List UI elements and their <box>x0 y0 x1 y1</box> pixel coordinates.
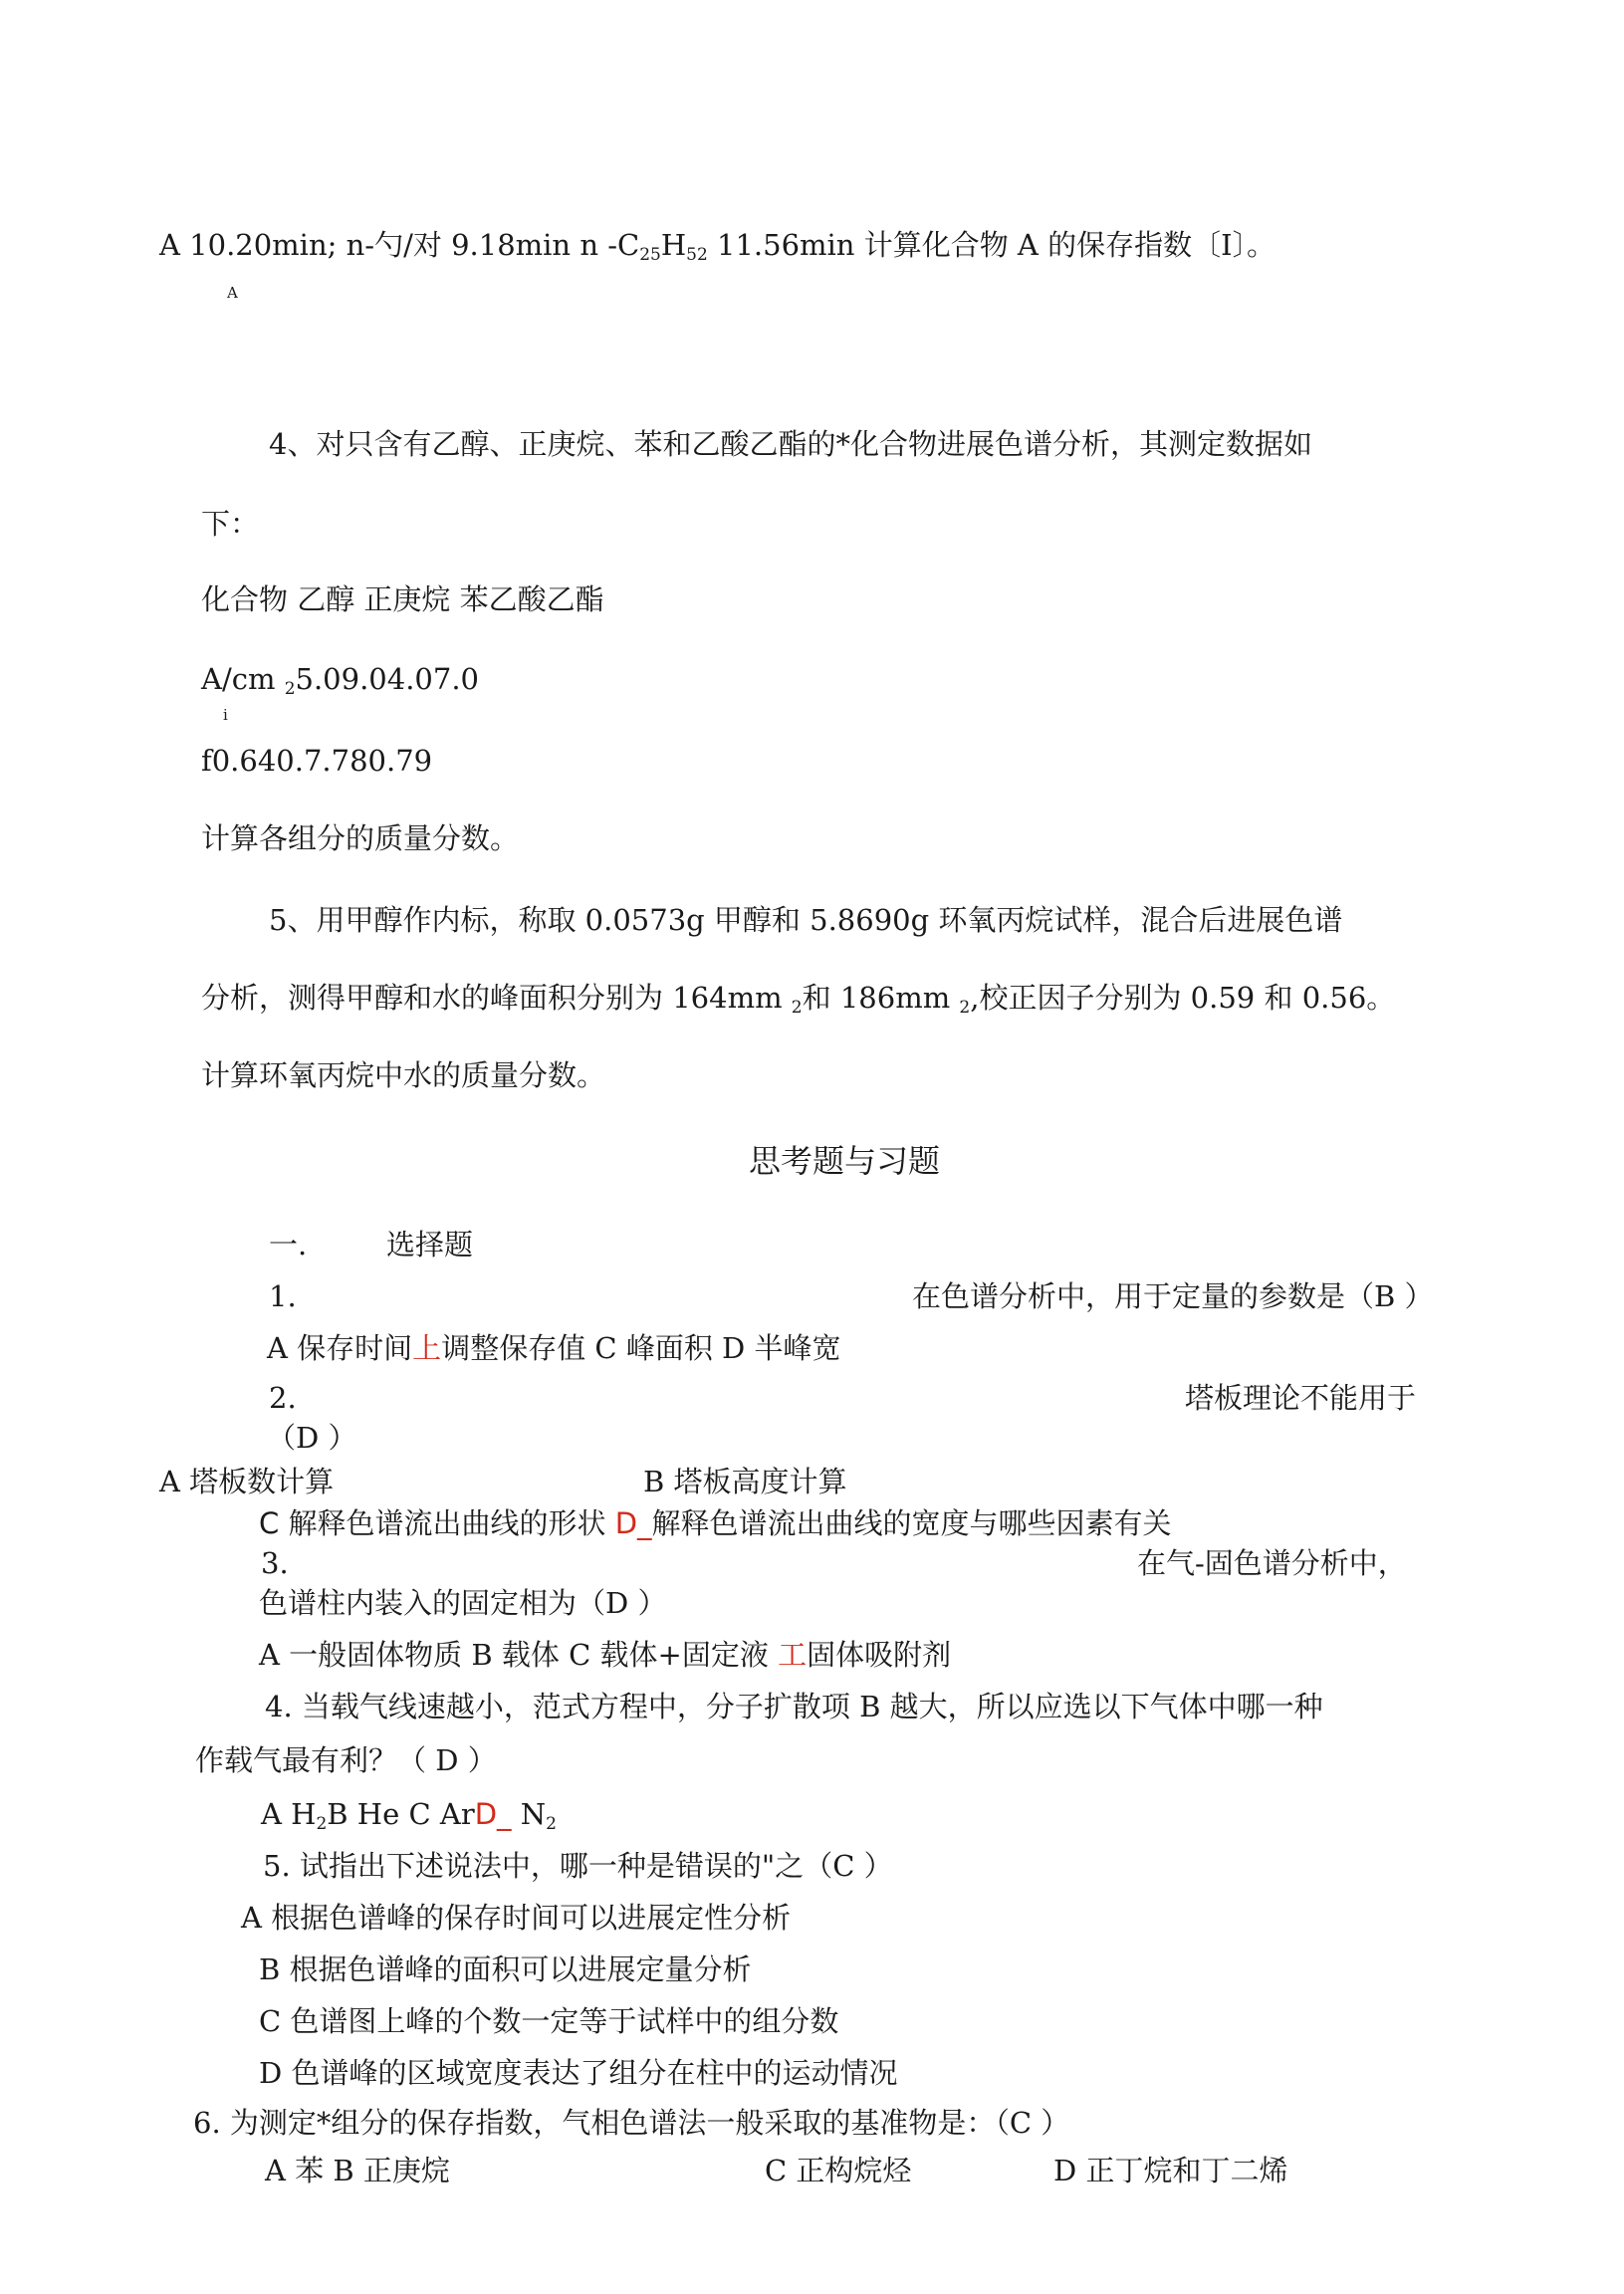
ex-q4-options: A $H_2B$ He C ArD_ $N_2$ <box>261 1797 557 1834</box>
ex-q3-line-2: 色谱柱内装入的固定相为（D ） <box>259 1586 667 1620</box>
ex-q2-text: 塔板理论不能用于 <box>1185 1381 1417 1415</box>
q4-line-1: 4、对只含有乙醇、正庚烷、苯和乙酸乙酯的*化合物进展色谱分析，其测定数据如 <box>269 427 1312 461</box>
ex-q3-mark: 工 <box>778 1638 808 1672</box>
ex-q1-text: 在色谱分析中，用于定量的参数是（B ） <box>912 1279 1434 1313</box>
ex-q4-line-2: 作载气最有利？（ D ） <box>195 1743 497 1777</box>
section-name: 选择题 <box>386 1228 474 1262</box>
ex-q2-option-a: A 塔板数计算 <box>159 1465 335 1498</box>
section-number: 一. <box>269 1228 308 1262</box>
ex-q5-line-1: 5. 试指出下述说法中，哪一种是错误的"之（C ） <box>263 1849 893 1883</box>
ex-q5-option-b: B 根据色谱峰的面积可以进展定量分析 <box>259 1952 752 1986</box>
ex-q3-options: A 一般固体物质 B 载体 C 载体+固定液 工固体吸附剂 <box>259 1638 952 1672</box>
ex-q6-option-c: C 正构烷烃 <box>765 2154 912 2187</box>
ex-q6-line-1: 6. 为测定*组分的保存指数，气相色谱法一般采取的基准物是：（C ） <box>193 2106 1070 2140</box>
ex-q1-options: A 保存时间上调整保存值 C 峰面积 D 半峰宽 <box>267 1331 841 1365</box>
q4-table-header: 化合物 乙醇 正庚烷 苯乙酸乙酯 <box>201 582 604 616</box>
ex-q2-answer: （D ） <box>267 1421 357 1455</box>
ex-q5-option-a: A 根据色谱峰的保存时间可以进展定性分析 <box>241 1901 792 1935</box>
q5-line-3: 计算环氧丙烷中水的质量分数。 <box>201 1058 606 1092</box>
q4-area-note: i <box>223 706 228 724</box>
ex-q6-options-ab: A 苯 B 正庚烷 <box>265 2154 450 2187</box>
ex-q2-options-cd: C 解释色谱流出曲线的形状 D_解释色谱流出曲线的宽度与哪些因素有关 <box>259 1506 1172 1540</box>
ex-q5-option-d: D 色谱峰的区域宽度表达了组分在柱中的运动情况 <box>259 2056 898 2090</box>
q4-factor-row: f0.640.7.780.79 <box>201 744 433 778</box>
ex-q2-option-b: B 塔板高度计算 <box>643 1465 847 1498</box>
q3-subscript-note: A <box>227 284 238 302</box>
ex-q4-mark: D_ <box>474 1797 512 1831</box>
ex-q1-number: 1. <box>269 1279 297 1313</box>
q3-data-line: A 10.20min; n-勺/对 9.18min n $-C_{25}H_{52}$ 11.56min 计算化合物 A 的保存指数〔I〕。 <box>159 228 1276 265</box>
ex-q1-mark: 上 <box>412 1331 442 1365</box>
q5-line-2: 分析，测得甲醇和水的峰面积分别为 164mm $_2$和 186mm $_2$,校正因子分别为 0.59 和 0.56。 <box>201 981 1396 1018</box>
ex-q2-number: 2. <box>269 1381 297 1415</box>
ex-q6-option-d: D 正丁烷和丁二烯 <box>1053 2154 1288 2187</box>
q5-line-1: 5、用甲醇作内标，称取 0.0573g 甲醇和 5.8690g 环氧丙烷试样，混合后进展色谱 <box>269 903 1343 937</box>
ex-q4-line-1: 4. 当载气线速越小，范式方程中，分子扩散项 B 越大，所以应选以下气体中哪一种 <box>265 1690 1323 1723</box>
ex-q5-option-c: C 色谱图上峰的个数一定等于试样中的组分数 <box>259 2004 839 2038</box>
exercises-title: 思考题与习题 <box>749 1142 941 1180</box>
q4-task: 计算各组分的质量分数。 <box>201 821 520 855</box>
ex-q3-text: 在气-固色谱分析中， <box>1137 1546 1407 1580</box>
q4-line-2: 下： <box>201 507 260 541</box>
ex-q3-number: 3. <box>261 1546 289 1580</box>
ex-q2-mark: D_ <box>614 1506 652 1540</box>
q4-area-row: A/cm $_2$5.09.04.07.0 <box>201 662 479 699</box>
